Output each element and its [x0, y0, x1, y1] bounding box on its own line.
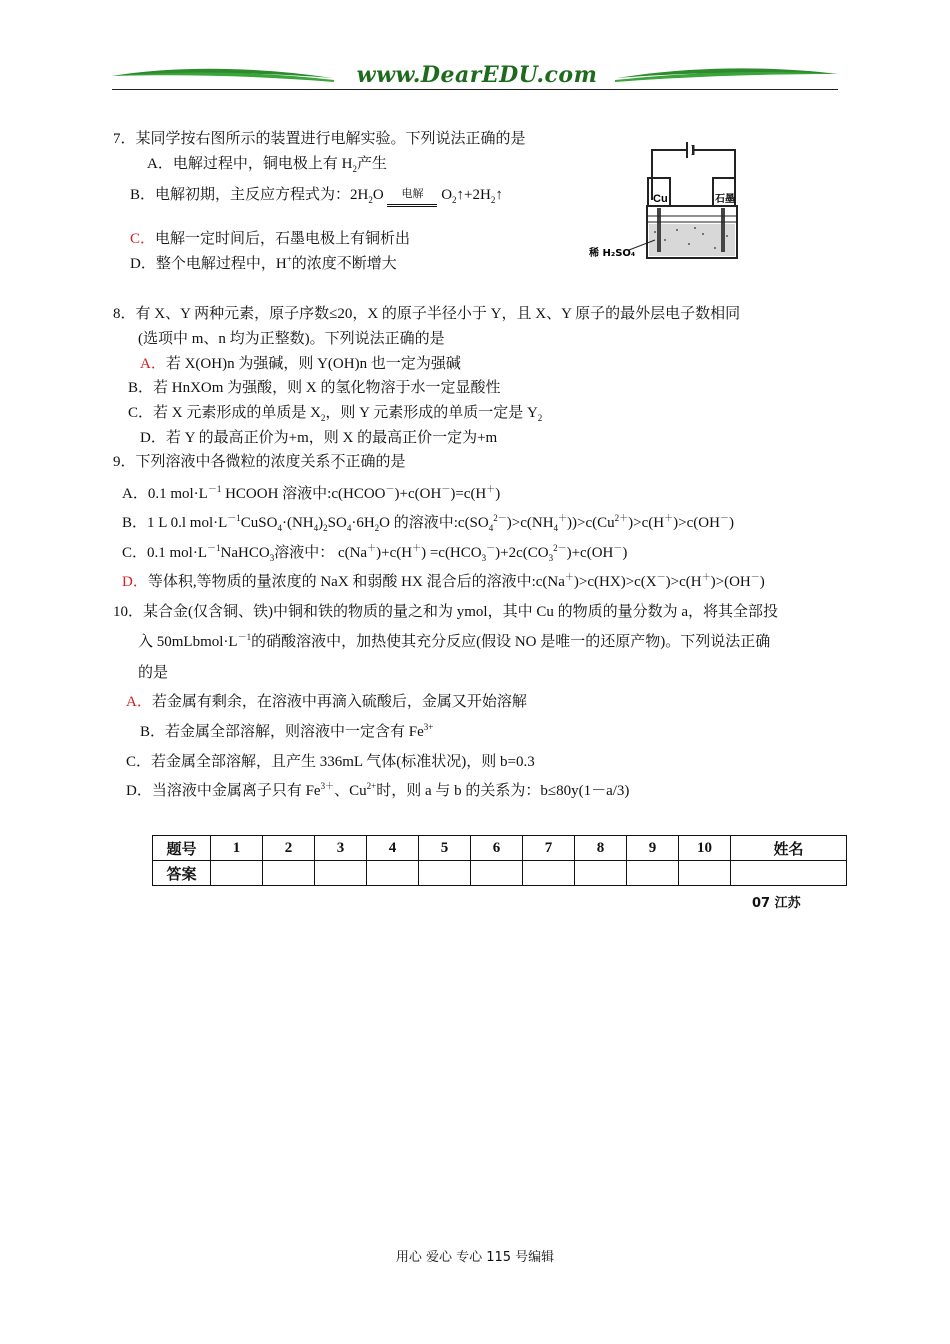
q7-option-c: C．电解一定时间后，石墨电极上有铜析出: [130, 231, 411, 247]
q10-stem-line1: 10．某合金(仅含铜、铁)中铜和铁的物质的量之和为 ymol，其中 Cu 的物质的量分数为 a，将其全部投: [113, 604, 778, 620]
q8-a-label-answer: A．: [140, 356, 166, 372]
answer-cell[interactable]: [471, 861, 523, 886]
label-graphite: 石墨: [715, 194, 735, 205]
q8-option-b: B．若 HnXOm 为强酸，则 X 的氢化物溶于水一定显酸性: [128, 380, 501, 396]
q8-option-a: A．若 X(OH)n 为强碱，则 Y(OH)n 也一定为强碱: [140, 356, 461, 372]
q7-a-label: A．: [147, 156, 173, 172]
header-cell: 8: [575, 836, 627, 861]
header-cell: 6: [471, 836, 523, 861]
q7-c-label-answer: C．: [130, 231, 156, 247]
q9-option-d: D．等体积,等物质的量浓度的 NaX 和弱酸 HX 混合后的溶液中:c(Na＋)>c(HX)>c(X－)>c(H＋)>(OH－): [122, 572, 765, 590]
answer-cell[interactable]: [679, 861, 731, 886]
q7-option-a: A．电解过程中，铜电极上有 $H_2$产生: [147, 156, 387, 174]
q8-stem-line1: 8．有 X、Y 两种元素，原子序数≤20，X 的原子半径小于 Y，且 X、Y 原子的最外层电子数相同: [113, 306, 741, 322]
answer-cell[interactable]: [575, 861, 627, 886]
q9-d-label-answer: D．: [122, 574, 148, 590]
page-footer: 用心 爱心 专心 115 号编辑: [395, 1250, 555, 1265]
header-question-number: 题号: [153, 836, 211, 861]
label-solution: 稀 H₂SO₄: [589, 248, 636, 259]
q10-stem-line2: 入 $50mLbmol\cdot L^{-1}$的硝酸溶液中，加热使其充分反应(假设 NO 是唯一的还原产物)。下列说法正确: [138, 632, 771, 650]
q10-option-c: C．若金属全部溶解，且产生 336mL 气体(标准状况)，则 b=0.3: [126, 754, 535, 770]
emphasis-dot: 不: [330, 454, 346, 470]
site-logo: www.DearEDU.com: [356, 62, 598, 88]
q7-option-b: B．电解初期，主反应方程式为：$2H_2O$ 电解 $O_2↑+2H_2↑$: [130, 187, 503, 205]
q8-option-d: D．若 Y 的最高正价为+m，则 X 的最高正价一定为+m: [140, 430, 498, 446]
header-cell: 4: [367, 836, 419, 861]
header-rule: [112, 89, 838, 90]
q9-option-c: C．0.1 $mol\cdot L^{-1}NaHCO_3$溶液中： $c(Na^+)+c(H^+) =c(HCO_3^-)+2c(CO_3^{2-})+c(OH^-)$: [122, 543, 628, 563]
q10-stem-line3: 的是: [138, 665, 169, 681]
q8-option-c: C．若 X 元素形成的单质是 $X_2$，则 Y 元素形成的单质一定是 $Y_2$: [128, 405, 543, 423]
q9-option-a: A．0.1 $mol\cdot L^{-1}$ HCOOH 溶液中:c(HCOO－)+c(OH－)=c(H＋): [122, 484, 501, 502]
name-cell[interactable]: [731, 861, 847, 886]
table-header-row: [153, 836, 847, 861]
header-cell: 10: [679, 836, 731, 861]
header-cell: 9: [627, 836, 679, 861]
header-cell: 2: [263, 836, 315, 861]
answer-cell[interactable]: [367, 861, 419, 886]
q9-stem: 9．下列溶液中各微粒的浓度关系不正确的是: [113, 454, 406, 470]
label-cu: Cu: [653, 193, 668, 205]
answer-cell[interactable]: [263, 861, 315, 886]
answer-table: [152, 835, 847, 886]
q10-option-b: B．若金属全部溶解，则溶液中一定含有 $Fe^{3+}$: [140, 722, 434, 740]
cu-electrode: [657, 208, 661, 252]
answer-cell[interactable]: [419, 861, 471, 886]
answer-row-label: 答案: [153, 861, 211, 886]
table-answer-row: [153, 861, 847, 886]
graphite-electrode: [721, 208, 725, 252]
answer-cell[interactable]: [211, 861, 263, 886]
answer-cell[interactable]: [627, 861, 679, 886]
q10-option-d: D．当溶液中金属离子只有 $Fe^{3+}$、$Cu^{2+}$时，则 a 与 b 的关系为：b≤80y(1－a/3): [126, 781, 630, 799]
header-cell: 5: [419, 836, 471, 861]
electrolysis-figure: [585, 132, 745, 272]
q7-option-d: D．整个电解过程中，H+的浓度不断增大: [130, 254, 397, 272]
header-cell: 1: [211, 836, 263, 861]
source-tag: 07 江苏: [752, 896, 801, 911]
header-name: 姓名: [731, 836, 847, 861]
q7-stem: 7．某同学按右图所示的装置进行电解实验。下列说法正确的是: [113, 131, 526, 147]
q10-option-a: A．若金属有剩余，在溶液中再滴入硫酸后，金属又开始溶解: [126, 694, 527, 710]
header-cell: 7: [523, 836, 575, 861]
answer-cell[interactable]: [523, 861, 575, 886]
q9-option-b: B．1 L 0.l $mol\cdot L^{-1}CuSO_4\cdot(NH_4)_2SO_4\cdot 6H_2O$ 的溶液中$:c(SO_4^{2-})>c(NH_4^+))>c(Cu^{2+})>c(H^+)>c(OH^-)$: [122, 513, 734, 533]
q8-stem-line2: (选项中 m、n 均为正整数)。下列说法正确的是: [138, 331, 445, 347]
answer-cell[interactable]: [315, 861, 367, 886]
q10-a-label-answer: A．: [126, 694, 152, 710]
electrolysis-condition: 电解: [387, 185, 437, 201]
header-cell: 3: [315, 836, 367, 861]
